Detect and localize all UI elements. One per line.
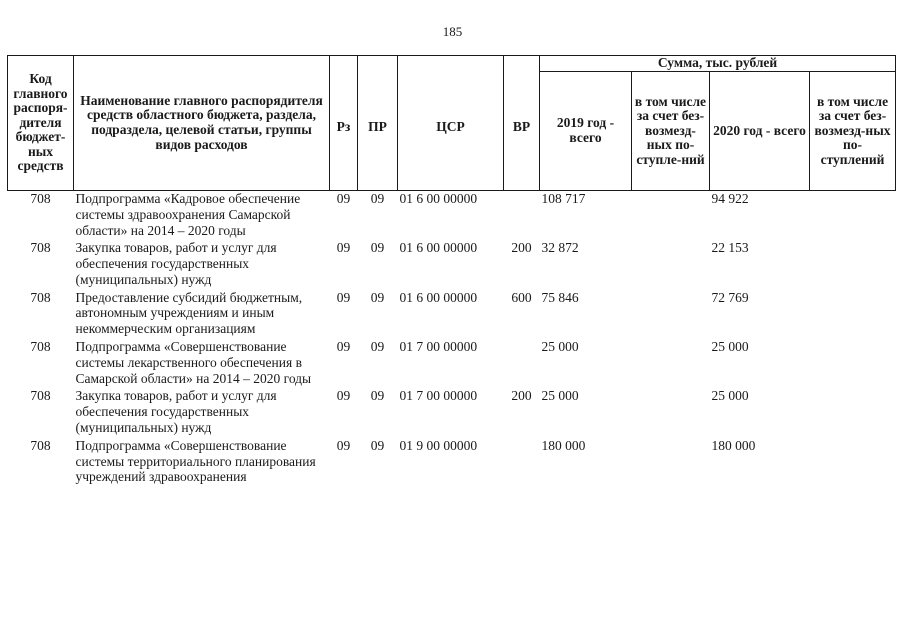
header-2019-free: в том числе за счет без-возмезд-ных по-ступле-ний bbox=[632, 72, 710, 191]
cell-code: 708 bbox=[30, 437, 51, 453]
cell-2019-total: 25 000 bbox=[541, 339, 579, 355]
header-code: Код главного распоря-дителя бюджет-ных средств bbox=[8, 56, 74, 191]
cell-name: Подпрограмма «Совершенствование системы территориального планирования учреждений здравоохранения bbox=[75, 437, 316, 485]
cell-name: Закупка товаров, работ и услуг для обеспечения государственных (муниципальных) нужд bbox=[75, 240, 277, 287]
cell-rz: 09 bbox=[336, 240, 351, 256]
cell-vr bbox=[504, 438, 540, 487]
table-row bbox=[8, 339, 896, 388]
cell-name: Предоставление субсидий бюджетным, автономным учреждениям и иным некоммерческим организациям bbox=[75, 289, 303, 337]
header-2020-free: в том числе за счет без-возмезд-ных по-ступлений bbox=[810, 72, 896, 191]
cell-rz: 09 bbox=[336, 388, 351, 404]
cell-vr: 200 bbox=[511, 240, 532, 256]
cell-2020-total: 22 153 bbox=[711, 240, 749, 256]
cell-pr: 09 bbox=[370, 388, 385, 404]
cell-pr: 09 bbox=[370, 289, 385, 305]
table-row bbox=[8, 290, 896, 339]
cell-2020-free bbox=[810, 240, 896, 289]
table-row bbox=[8, 240, 896, 289]
cell-pr: 09 bbox=[370, 339, 385, 355]
cell-rz: 09 bbox=[336, 437, 351, 453]
cell-2019-free bbox=[632, 438, 710, 487]
cell-2020-free bbox=[810, 438, 896, 487]
header-sum: Сумма, тыс. рублей bbox=[540, 56, 896, 72]
header-2019-total: 2019 год - всего bbox=[540, 72, 632, 191]
cell-code: 708 bbox=[30, 240, 51, 256]
cell-csr: 01 6 00 00000 bbox=[399, 289, 478, 305]
cell-code: 708 bbox=[30, 339, 51, 355]
cell-2019-free bbox=[632, 290, 710, 339]
budget-table bbox=[7, 55, 896, 487]
cell-2020-free bbox=[810, 191, 896, 241]
table-row bbox=[8, 191, 896, 241]
cell-pr: 09 bbox=[370, 240, 385, 256]
cell-csr: 01 6 00 00000 bbox=[399, 191, 478, 206]
cell-code: 708 bbox=[30, 191, 51, 206]
cell-2020-free bbox=[810, 290, 896, 339]
cell-rz: 09 bbox=[336, 191, 351, 206]
cell-2019-total: 75 846 bbox=[541, 289, 579, 305]
cell-vr bbox=[504, 339, 540, 388]
cell-2019-total: 32 872 bbox=[541, 240, 579, 256]
cell-2019-free bbox=[632, 240, 710, 289]
cell-rz: 09 bbox=[336, 339, 351, 355]
cell-2019-free bbox=[632, 191, 710, 241]
cell-csr: 01 9 00 00000 bbox=[399, 437, 478, 453]
cell-2020-free bbox=[810, 339, 896, 388]
cell-rz: 09 bbox=[336, 289, 351, 305]
cell-pr: 09 bbox=[370, 191, 385, 206]
header-rz: Рз bbox=[330, 56, 358, 191]
cell-2020-total: 72 769 bbox=[711, 289, 749, 305]
cell-csr: 01 7 00 00000 bbox=[399, 388, 478, 404]
cell-name: Подпрограмма «Кадровое обеспечение системы здравоохранения Самарской области» на 2014 – 2020 годы bbox=[75, 191, 301, 238]
cell-2020-total: 25 000 bbox=[711, 339, 749, 355]
cell-code: 708 bbox=[30, 388, 51, 404]
cell-code: 708 bbox=[30, 289, 51, 305]
header-vr: ВР bbox=[504, 56, 540, 191]
cell-vr bbox=[504, 191, 540, 241]
cell-vr: 200 bbox=[511, 388, 532, 404]
cell-vr: 600 bbox=[511, 289, 532, 305]
table-row bbox=[8, 438, 896, 487]
cell-2020-total: 25 000 bbox=[711, 388, 749, 404]
page-number: 185 bbox=[442, 24, 463, 39]
cell-2019-total: 25 000 bbox=[541, 388, 579, 404]
header-name: Наименование главного распорядителя средств областного бюджета, раздела, подраздела, целевой статьи, группы видов расходов bbox=[74, 56, 330, 191]
cell-2020-total: 180 000 bbox=[711, 437, 756, 453]
cell-pr: 09 bbox=[370, 437, 385, 453]
table-body bbox=[8, 191, 896, 488]
cell-csr: 01 7 00 00000 bbox=[399, 339, 478, 355]
table-row bbox=[8, 388, 896, 437]
cell-2020-free bbox=[810, 388, 896, 437]
header-2020-total: 2020 год - всего bbox=[710, 72, 810, 191]
cell-2019-total: 108 717 bbox=[541, 191, 586, 206]
cell-2020-total: 94 922 bbox=[711, 191, 749, 206]
header-csr: ЦСР bbox=[398, 56, 504, 191]
table-header bbox=[8, 56, 896, 191]
cell-2019-free bbox=[632, 388, 710, 437]
cell-2019-total: 180 000 bbox=[541, 437, 586, 453]
cell-csr: 01 6 00 00000 bbox=[399, 240, 478, 256]
header-pr: ПР bbox=[358, 56, 398, 191]
cell-name: Подпрограмма «Совершенствование системы лекарственного обеспечения в Самарской области» на 2014 – 2020 годы bbox=[75, 339, 312, 386]
cell-name: Закупка товаров, работ и услуг для обеспечения государственных (муниципальных) нужд bbox=[75, 388, 277, 435]
cell-2019-free bbox=[632, 339, 710, 388]
